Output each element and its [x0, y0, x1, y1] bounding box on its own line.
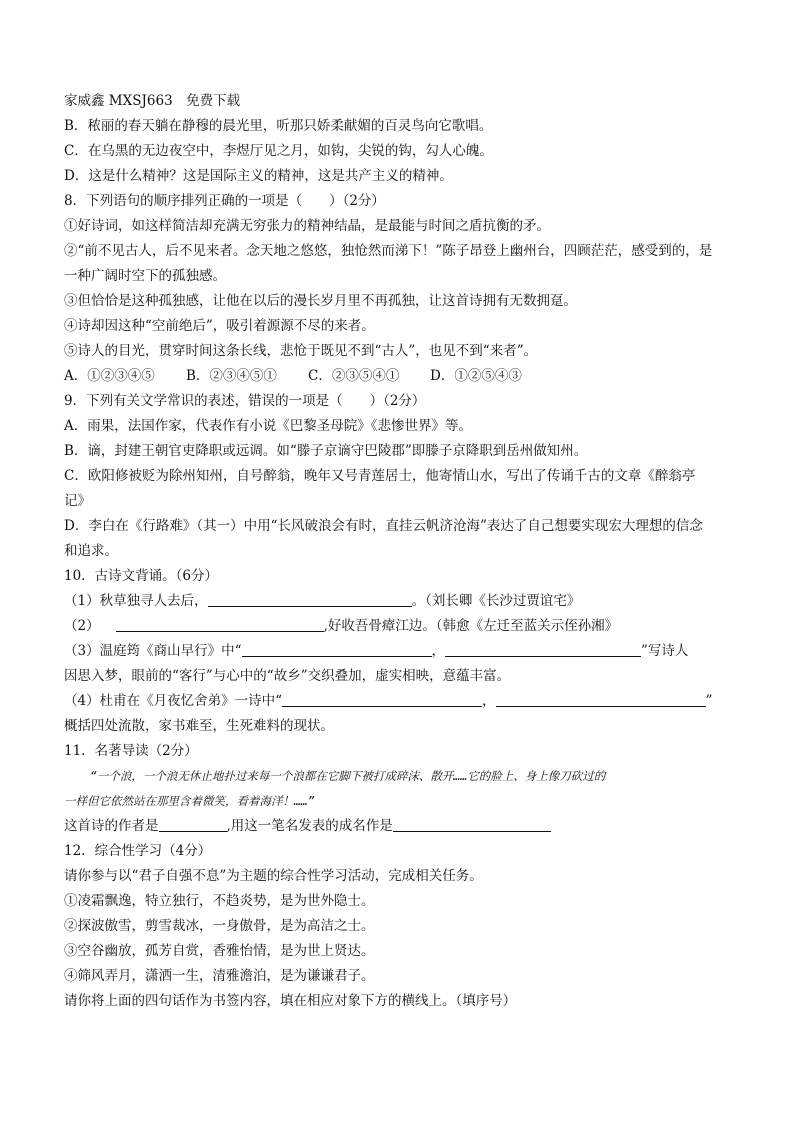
q8-sentence-4: ④诗却因这种“空前绝后”，吸引着源源不尽的来者。: [64, 318, 375, 334]
q8-sentence-2: ②“前不见古人，后不见来者。念天地之悠悠，独怆然而涕下！”陈子昂登上幽州台，四顾茫茫，感受到的，是: [64, 243, 713, 259]
q10-item-3-blank-1[interactable]: [242, 642, 432, 657]
q11-work-blank[interactable]: [393, 817, 551, 832]
q10-item-1: [64, 589, 734, 614]
q8-options: [64, 364, 734, 389]
q8-option-d: D．①②⑤④③: [430, 368, 522, 384]
q12-line-4: ④筛风弄月，潇洒一生，清雅澹泊，是为谦谦君子。: [64, 968, 375, 984]
q12-line-3: ③空谷幽放，孤芳自赏，香雅怡情，是为世上贤达。: [64, 943, 375, 959]
q11-author-blank[interactable]: [159, 817, 227, 832]
q10-item-3-tail: ”写诗人: [641, 643, 689, 659]
q10-item-4-tail: ”: [705, 693, 713, 709]
q10-item-2-text: ,好收吾骨瘴江边。（韩愈《左迁至蓝关示侄孙湘》: [323, 618, 619, 634]
q10-item-4-blank-2[interactable]: [496, 692, 706, 707]
q11-quote-line-1: “一个浪，一个浪无休止地扑过来每一个浪都在它脚下被打成碎沫、散开……它的脸上、身上像刀砍过的: [90, 769, 606, 783]
q9-stem: 9．下列有关文学常识的表述，错误的一项是（ ）（2分）: [64, 393, 426, 409]
q10-item-2: [64, 614, 734, 639]
q10-item-3-text: （3）温庭筠《商山早行》中“: [64, 643, 242, 659]
q11-stem: 11．名著导读（2分）: [64, 743, 198, 759]
q9-option-c: C．欧阳修被贬为除州知州，自号醉翁，晚年又号青莲居士，他寄情山水，写出了传诵千古的文章《醉翁亭: [64, 468, 696, 484]
q9-option-d: D．李白在《行路难》（其一）中用“长风破浪会有时，直挂云帆济沧海”表达了自己想要实现宏大理想的信念: [64, 518, 703, 534]
q10-item-3: [64, 639, 734, 664]
q11-answer-work-label: ,用这一笔名发表的成名作是: [226, 818, 393, 834]
q10-item-4-text: （4）杜甫在《月夜忆舍弟》一诗中“: [64, 693, 282, 709]
q8-option-c: C．②③⑤④①: [308, 368, 400, 384]
q9-option-b: B．谪，封建王朝官吏降职或远调。如“滕子京谪守巴陵郡”即滕子京降职到岳州做知州。: [64, 443, 588, 459]
q10-item-3-comma: ，: [431, 643, 445, 659]
q7-option-b: B．秾丽的春天躺在静穆的晨光里，听那只娇柔献媚的百灵鸟向它歌唱。: [64, 118, 493, 134]
page-header: 家威鑫 MXSJ663 免费下载: [64, 93, 241, 109]
q8-sentence-5: ⑤诗人的目光，贯穿时间这条长线，悲怆于既见不到“古人”，也见不到“来者”。: [64, 343, 538, 359]
q10-item-4-blank-1[interactable]: [282, 692, 482, 707]
q10-item-4-comma: ，: [482, 693, 496, 709]
q10-item-4: [64, 689, 734, 714]
document-page: [64, 89, 734, 1014]
q10-item-1-text: （1）秋草独寻人去后，: [64, 593, 208, 609]
q12-stem: 12．综合性学习（4分）: [64, 843, 212, 859]
q10-item-1-source: 。（刘长卿《长沙过贾谊宅》: [411, 593, 581, 609]
q9-option-c-cont: 记》: [64, 493, 91, 509]
q10-item-2-num: （2）: [64, 618, 100, 634]
q10-item-4-cont: 概括四处流散，家书难至，生死难料的现状。: [64, 718, 334, 734]
q10-item-1-blank[interactable]: [208, 592, 412, 607]
q9-option-d-cont: 和追求。: [64, 543, 118, 559]
q12-line-1: ①凌霜飘逸，特立独行，不趋炎势，是为世外隐士。: [64, 893, 375, 909]
q12-line-2: ②探波傲雪，剪雪裁冰，一身傲骨，是为高洁之士。: [64, 918, 375, 934]
q11-quote-line-2: 一样但它依然站在那里含着微笑，看着海洋！……”: [64, 794, 315, 808]
q10-stem: 10．古诗文背诵。（6分）: [64, 568, 219, 584]
q8-option-a: A．①②③④⑤: [64, 368, 155, 384]
q8-sentence-3: ③但恰恰是这种孤独感，让他在以后的漫长岁月里不再孤独，让这首诗拥有无数拥趸。: [64, 293, 577, 309]
q8-stem: 8．下列语句的顺序排列正确的一项是（ ）（2分）: [64, 193, 385, 209]
q8-sentence-1: ①好诗词，如这样简洁却充满无穷张力的精神结晶，是最能与时间之盾抗衡的矛。: [64, 218, 550, 234]
q11-answer-author-label: 这首诗的作者是: [64, 818, 159, 834]
q10-item-3-blank-2[interactable]: [445, 642, 641, 657]
q12-task: 请你将上面的四句话作为书签内容，填在相应对象下方的横线上。（填序号）: [64, 993, 517, 1009]
q10-item-3-cont: 因思入梦，眼前的“客行”与心中的“故乡”交织叠加，虚实相映，意蕴丰富。: [64, 668, 511, 684]
q7-option-c: C．在乌黑的无边夜空中，李煜厅见之月，如钩，尖锐的钩，勾人心魄。: [64, 143, 493, 159]
q12-intro: 请你参与以“君子自强不息”为主题的综合性学习活动，完成相关任务。: [64, 868, 483, 884]
q8-sentence-2-cont: 一种广阔时空下的孤独感。: [64, 268, 226, 284]
q8-option-b: B．②③④⑤①: [186, 368, 277, 384]
q7-option-d: D．这是什么精神？这是国际主义的精神，这是共产主义的精神。: [64, 168, 453, 184]
q11-answer: [64, 814, 734, 839]
q9-option-a: A．雨果，法国作家，代表作有小说《巴黎圣母院》《悲惨世界》等。: [64, 418, 472, 434]
q10-item-2-blank[interactable]: [116, 617, 324, 632]
